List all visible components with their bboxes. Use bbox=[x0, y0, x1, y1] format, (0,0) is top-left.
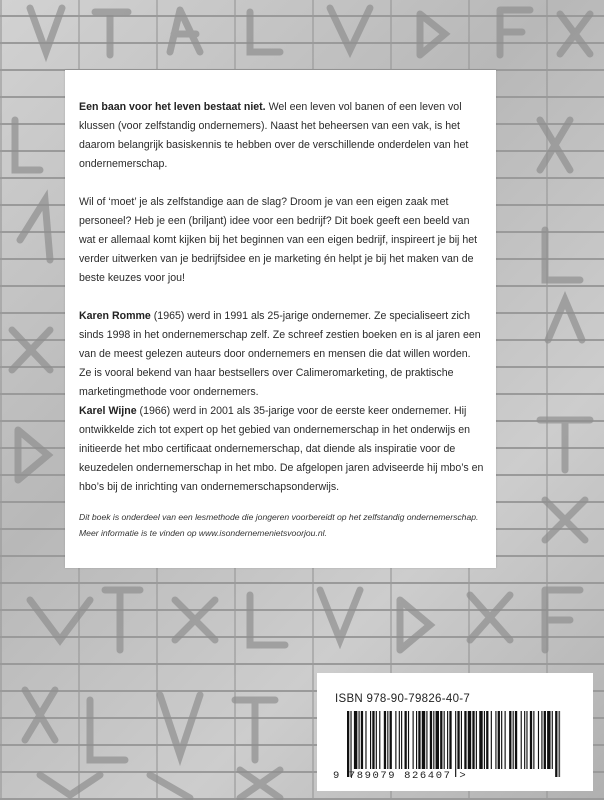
back-cover-text-panel bbox=[65, 70, 496, 568]
barcode-digits: 9 789079 826407 > bbox=[333, 770, 468, 782]
isbn-label: ISBN 978-90-79826-40-7 bbox=[335, 693, 471, 705]
author-bio-romme bbox=[79, 307, 484, 402]
author-text-wijne: (1966) werd in 2001 als 35-jarige voor de eerste keer ondernemer. Hij ontwikkelde zich tot expert op het gebied van ondernemerschap in het onderwijs en initieerde het mbo certificaat ondernemerschap, dat diende als inspiratie voor de keuzedelen ondernemerschap in het mbo. De afgelopen jaren adviseerde hij mbo’s en hbo’s bij de inrichting van ondernemerschapsonderwijs. bbox=[79, 405, 484, 493]
author-bio-wijne bbox=[79, 402, 484, 497]
barcode-icon bbox=[347, 711, 561, 777]
intro-heading: Een baan voor het leven bestaat niet. bbox=[79, 101, 266, 113]
pitch-paragraph: Wil of ‘moet’ je als zelfstandige aan de slag? Droom je van een eigen zaak met personeel? Heb je een (briljant) idee voor een bedrijf? Dit boek geeft een beeld van wat er allemaal komt kijken bij het beginnen van een eigen bedrijf, inspireert je bij het verder uitwerken van je bedrijfsidee en je marketing én helpt je bij het maken van de beste keuzes voor jou! bbox=[79, 196, 478, 284]
author-text-romme: (1965) werd in 1991 als 25-jarige ondernemer. Ze specialiseert zich sinds 1998 in het ondernemerschap zelf. Ze schreef zestien boeken en is al jaren een van de meest gelezen auteurs door ondernemers en mensen die dat willen worden. Ze is vooral bekend van haar bestsellers over Calimeromarketing, de praktische marketingmethode voor ondernemers. bbox=[79, 310, 481, 398]
series-note: Dit boek is onderdeel van een lesmethode die jongeren voorbereidt op het zelfstandig ondernemerschap. Meer informatie is te vinden op www.isondernemenietsvoorjou.nl. bbox=[79, 512, 479, 538]
author-name-wijne: Karel Wijne bbox=[79, 405, 137, 417]
intro-paragraph bbox=[79, 98, 484, 174]
barcode-box bbox=[317, 673, 593, 791]
author-name-romme: Karen Romme bbox=[79, 310, 151, 322]
intro-text: Wel een leven vol banen of een leven vol klussen (voor zelfstandig ondernemers). Naast het beheersen van een vak, is het daarom belangrijk basiskennis te hebben over de verschillende onderdelen van het ondernemerschap. bbox=[79, 101, 469, 170]
blurb-text bbox=[79, 98, 484, 560]
